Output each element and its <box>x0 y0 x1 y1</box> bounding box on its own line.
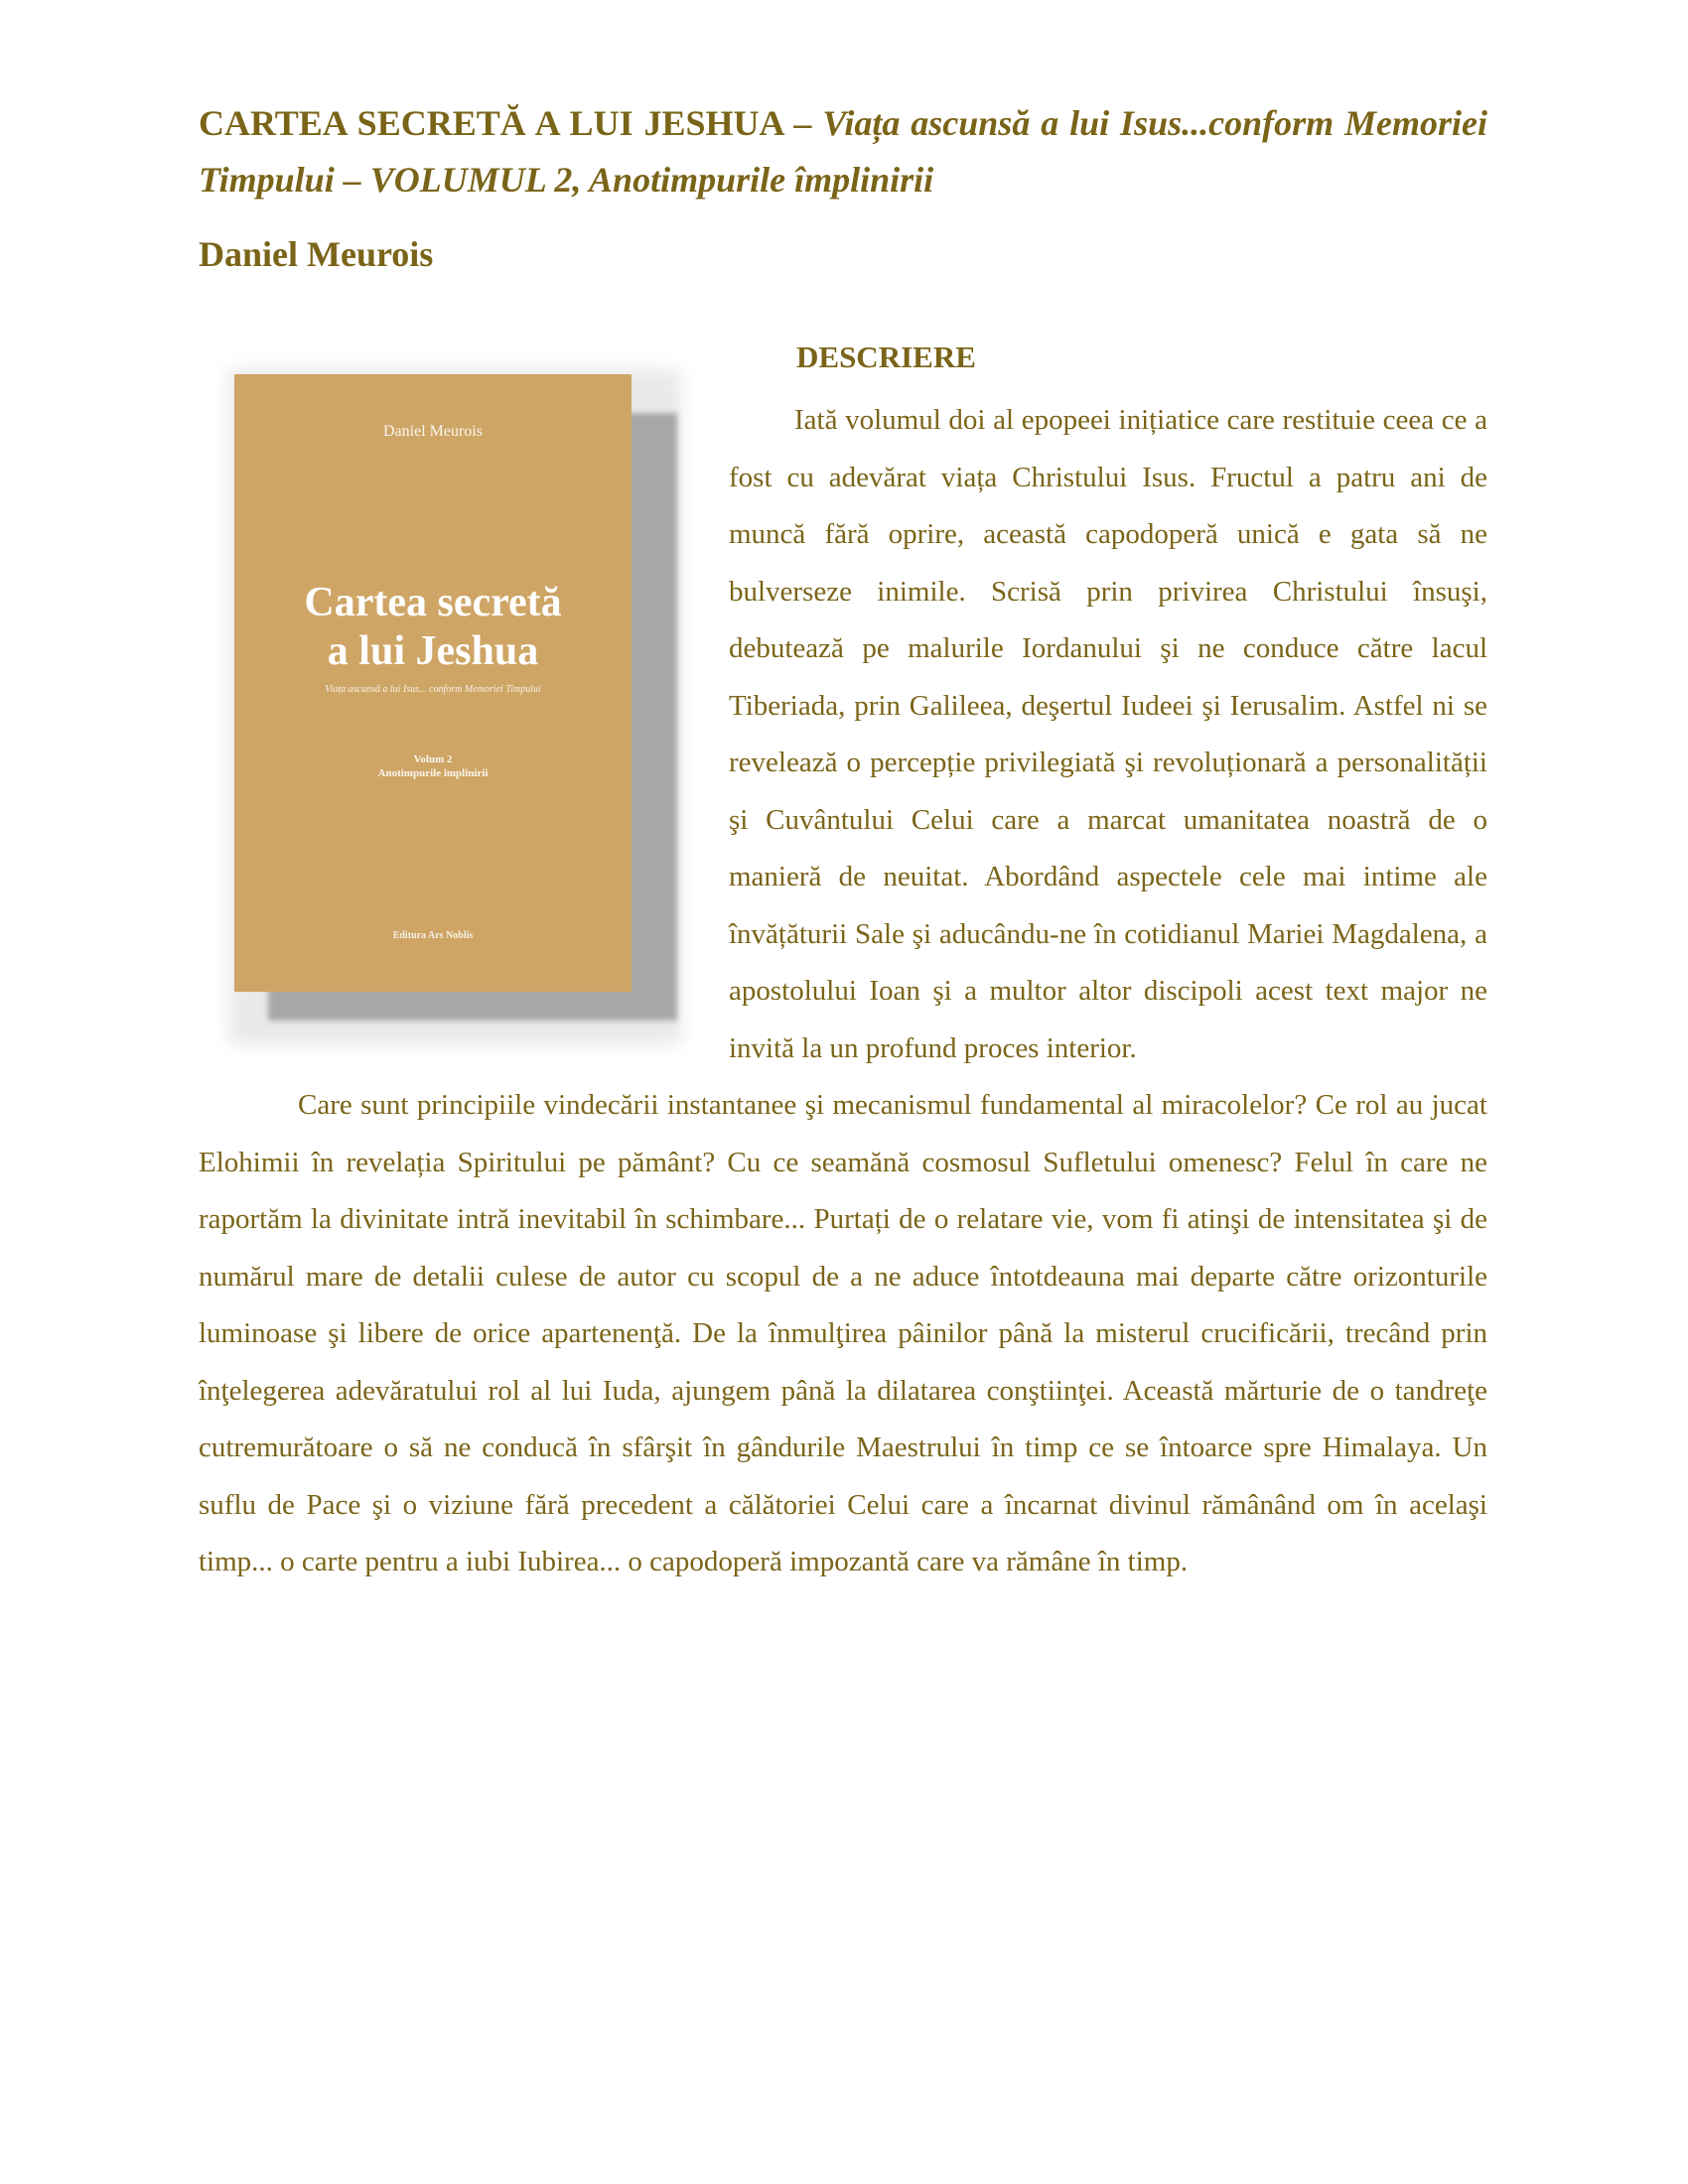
document-title <box>199 95 1487 208</box>
cover-title-line2: a lui Jeshua <box>327 628 539 674</box>
cover-volume-title: Anotimpurile împlinirii <box>377 767 489 779</box>
title-main: CARTEA SECRETĂ A LUI JESHUA – <box>199 103 823 143</box>
document-author: Daniel Meurois <box>199 234 434 274</box>
description-paragraph-2: Care sunt principiile vindecării instantanee şi mecanismul fundamental al miracolelor? Ce rol au jucat Elohimii în revelația Spiritului pe pământ? Cu ce seamănă cosmosul Sufletului omenesc? Felul în care ne raportăm la divinitate intră inevitabil în schimbare... Purtați de o relatare vie, vom fi atinşi de intensitatea şi de numărul mare de detalii culese de autor cu scopul de a ne aduce întotdeauna mai departe către orizonturile luminoase şi libere de orice apartenenţă. De la înmulţirea pâinilor până la misterul crucificării, trecând prin înţelegerea adevăratului rol al lui Iuda, ajungem până la dilatarea conştiinţei. Această mărturie de o tandreţe cutremurătoare o să ne conducă în sfârşit în gândurile Maestrului în timp ce se întoarce spre Himalaya. Un suflu de Pace şi o viziune fără precedent a călătoriei Celui care a încarnat divinul rămânând om în acelaşi timp... o carte pentru a iubi Iubirea... o capodoperă impozantă care va rămâne în timp. <box>199 1089 1487 1577</box>
cover-title-line1: Cartea secretă <box>304 580 562 625</box>
description-paragraph-1: Iată volumul doi al epopeei inițiatice care restituie ceea ce a fost cu adevărat viața Christului Isus. Fructul a patru ani de muncă fără oprire, această capodoperă unică e gata să ne bulverseze inimile. Scrisă prin privirea Christului însuşi, debutează pe malurile Iordanului şi ne conduce către lacul Tiberiada, prin Galileea, deşertul Iudeei şi Ierusalim. Astfel ni se revelează o percepție privilegiată şi revoluționară a personalității şi Cuvântului Celui care a marcat umanitatea noastră de o manieră de neuitat. Abordând aspectele cele mai intime ale învățăturii Sale şi aducându-ne în cotidianul Mariei Magdalena, a apostolului Ioan şi a multor altor discipoli acest text major ne invită la un profund proces interior. <box>729 404 1487 1064</box>
description-heading: DESCRIERE <box>796 340 976 374</box>
cover-tagline: Viața ascunsă a lui Isus... conform Memoriei Timpului <box>325 684 541 695</box>
title-subtitle: Viața ascunsă a lui Isus...conform Memoriei Timpului – VOLUMUL 2, Anotimpurile împlinirii <box>199 103 1487 200</box>
cover-publisher: Editura Ars Noblis <box>392 930 474 941</box>
description-body <box>199 392 1487 1591</box>
cover-author: Daniel Meurois <box>383 423 483 440</box>
cover-volume-number: Volum 2 <box>413 753 453 765</box>
